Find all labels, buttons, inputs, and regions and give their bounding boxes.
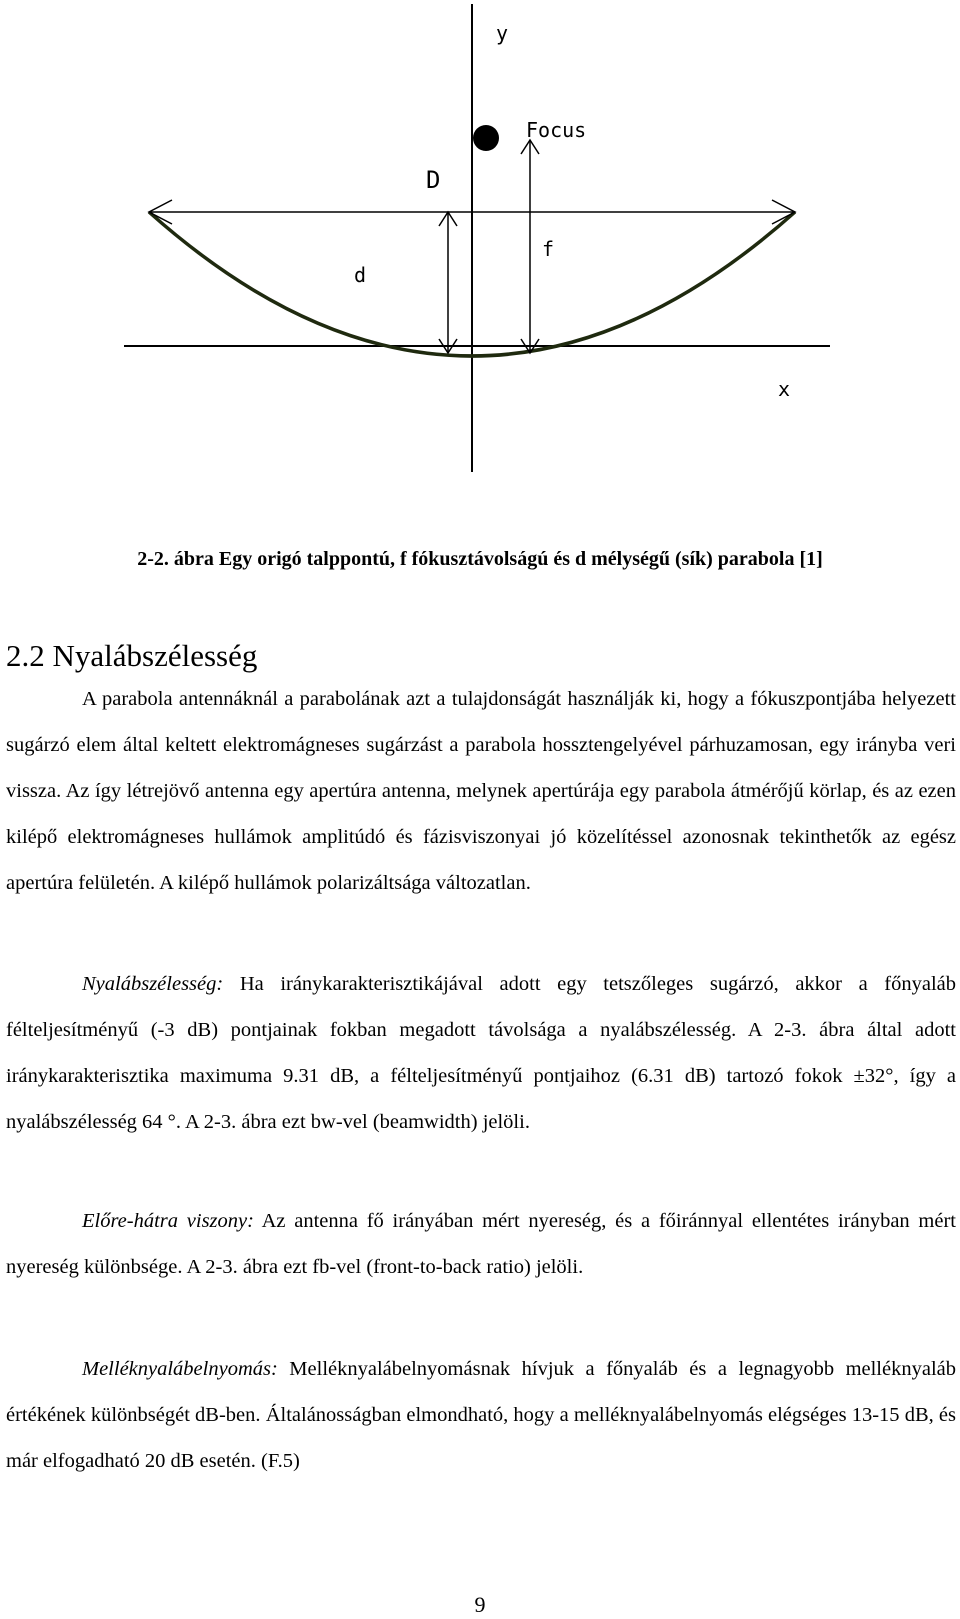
sidelobe-text: Melléknyalábelnyomásnak hívjuk a főnyaláb és a legnagyobb melléknyaláb értékének különbségét dB-ben. Általánosságban elmondható, hogy a melléknyalábelnyomás elégséges 13-15 dB, és már elfogadható 20 dB esetén. (F.5)	[6, 1358, 956, 1472]
intro-part1: A parabola antennáknál a parabolának azt a tulajdonságát használják ki, hogy a fókuszpontjába helyezett sugárzó elem által keltett elektromágneses sugárzást a parabola hossztengelyével párhuzamosan, egy irányba veri vissza.	[6, 688, 956, 802]
focus-label: Focus	[526, 118, 587, 142]
front-back-term: Előre-hátra viszony:	[82, 1210, 254, 1232]
parabola-diagram	[0, 0, 960, 480]
beamwidth-term: Nyalábszélesség:	[82, 973, 224, 995]
front-back-text: Az antenna fő irányában mért nyereség, és a főiránnyal ellentétes irányban mért nyereség különbsége. A 2-3. ábra ezt fb-vel (front-to-back ratio) jelöli.	[6, 1210, 956, 1278]
intro-paragraph	[6, 676, 956, 906]
figure-caption: 2-2. ábra Egy origó talppontú, f fókusztávolságú és d mélységű (sík) parabola [1]	[137, 548, 823, 570]
depth-label: d	[354, 263, 367, 287]
section-heading: 2.2 Nyalábszélesség	[6, 637, 258, 673]
focus-point	[473, 125, 499, 151]
beamwidth-text: Ha iránykarakterisztikájával adott egy tetszőleges sugárzó, akkor a főnyaláb félteljesítményű (-3 dB) pontjainak fokban megadott távolsága a nyalábszélesség. A 2-3. ábra által adott iránykarakterisztika maximuma 9.31 dB, a félteljesítményű pontjaihoz (6.31 dB) tartozó fokok ±32°, így a nyalábszélesség 64 °. A 2-3. ábra ezt bw-vel (beamwidth) jelöli.	[6, 973, 957, 1133]
front-back-paragraph	[6, 1198, 956, 1290]
parabola-figure	[0, 0, 960, 480]
x-axis-label: x	[778, 377, 791, 401]
sidelobe-term: Melléknyalábelnyomás:	[82, 1358, 278, 1380]
intro-part2: Az így létrejövő antenna egy apertúra antenna, melynek apertúrája egy parabola átmérőjű körlap, és az ezen kilépő elektromágneses hullámok amplitúdó és fázisviszonyai jó közelítéssel azonosnak tekinthetők az egész apertúra felületén. A kilépő hullámok polarizáltsága változatlan.	[6, 780, 956, 894]
diameter-label: D	[426, 166, 441, 194]
y-axis-label: y	[496, 21, 509, 45]
beamwidth-paragraph	[6, 961, 956, 1145]
page-number: 9	[474, 1592, 486, 1617]
sidelobe-paragraph	[6, 1346, 956, 1484]
focal-label: f	[542, 237, 555, 261]
